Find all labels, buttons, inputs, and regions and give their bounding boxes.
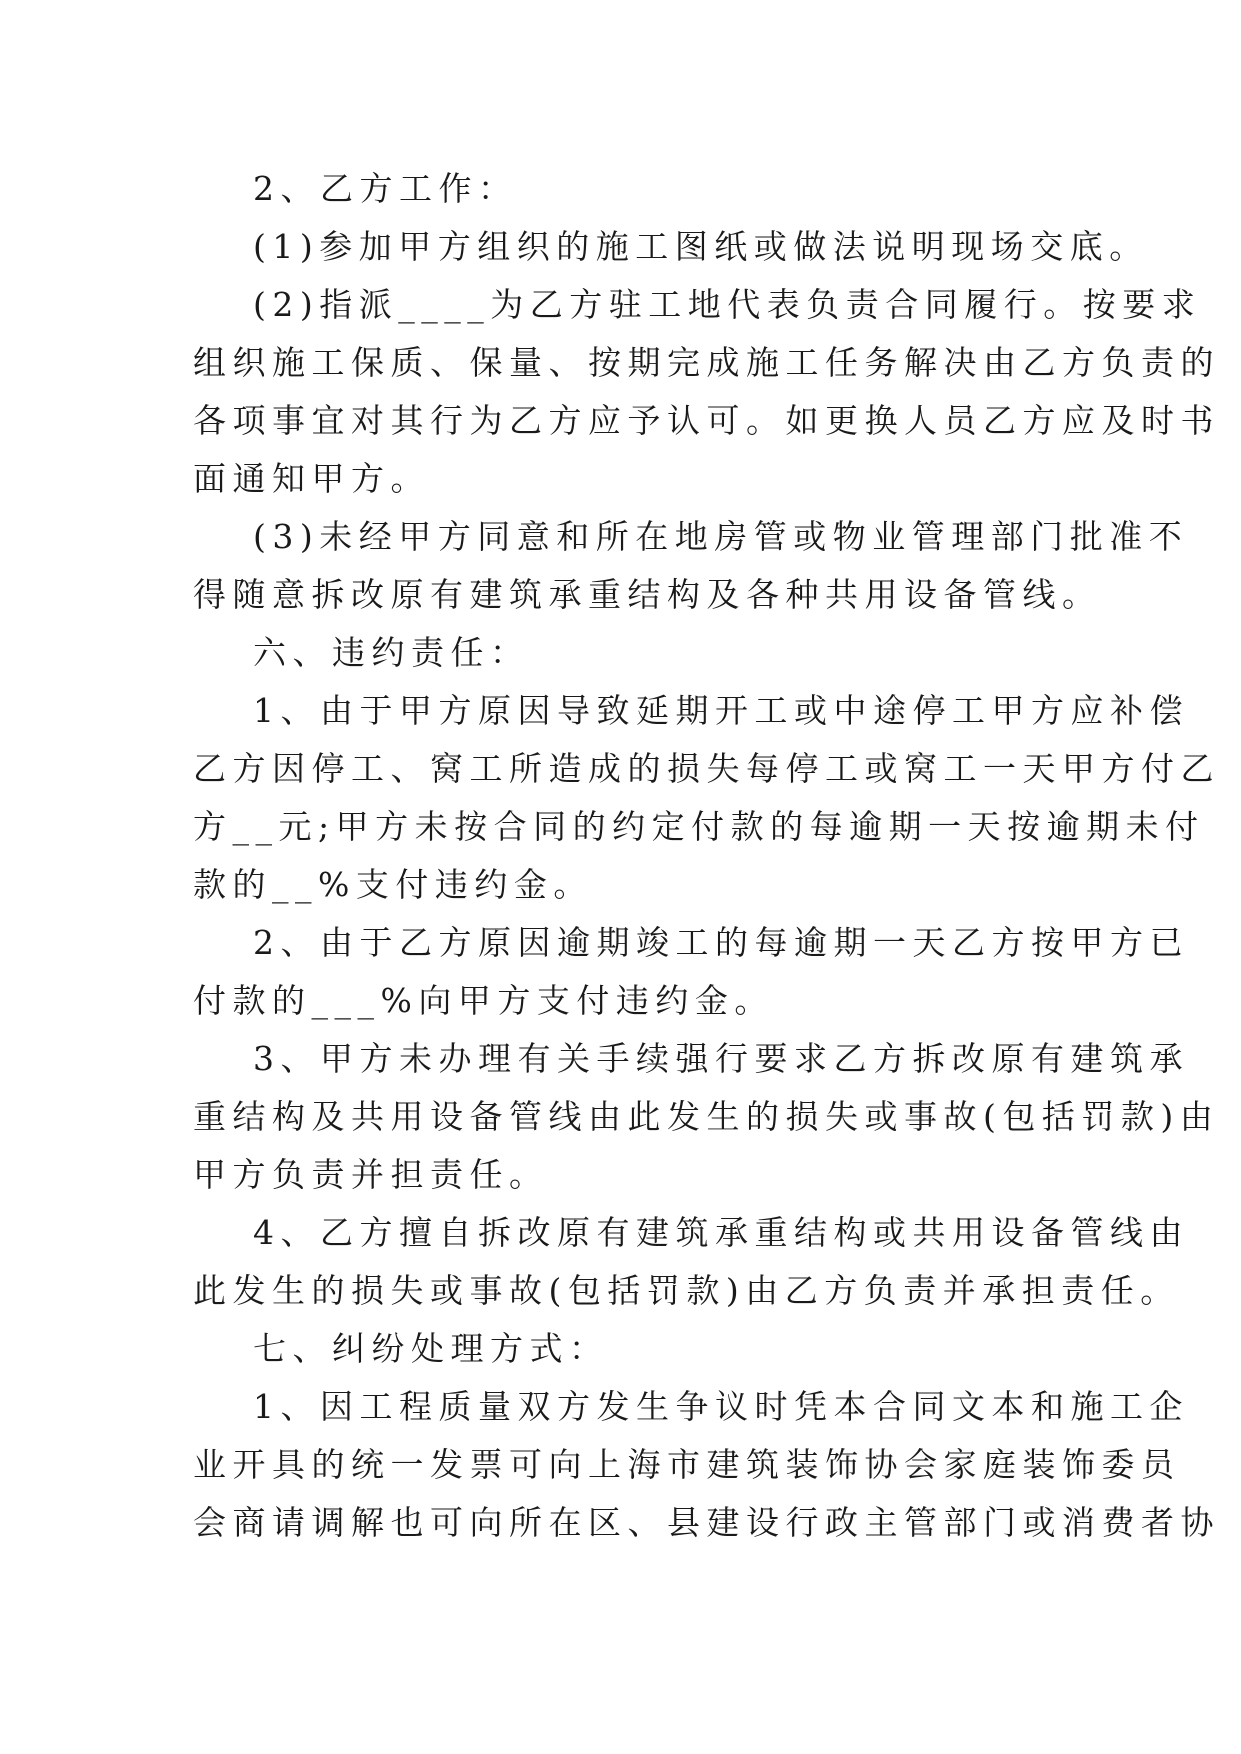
clause-item-3-line-2: 得随意拆改原有建筑承重结构及各种共用设备管线。 xyxy=(193,575,1102,614)
breach-item-3-line-1: 3、甲方未办理有关手续强行要求乙方拆改原有建筑承 xyxy=(253,1039,1189,1078)
breach-item-3-line-3: 甲方负责并担责任。 xyxy=(193,1155,549,1194)
breach-item-2-line-2: 付款的___%向甲方支付违约金。 xyxy=(193,981,774,1020)
clause-item-2-line-4: 面通知甲方。 xyxy=(193,459,430,498)
breach-item-1-line-2: 乙方因停工、窝工所造成的损失每停工或窝工一天甲方付乙 xyxy=(193,749,1220,788)
dispute-item-1-line-3: 会商请调解也可向所在区、县建设行政主管部门或消费者协 xyxy=(193,1503,1220,1542)
breach-item-1-line-4: 款的__%支付违约金。 xyxy=(193,865,593,904)
breach-item-4-line-1: 4、乙方擅自拆改原有建筑承重结构或共用设备管线由 xyxy=(253,1213,1189,1252)
document-body xyxy=(193,160,1220,1552)
clause-heading-party-b-work: 2、乙方工作： xyxy=(253,169,518,208)
clause-item-2-line-3: 各项事宜对其行为乙方应予认可。如更换人员乙方应及时书 xyxy=(193,401,1220,440)
clause-item-2-line-1: (2)指派____为乙方驻工地代表负责合同履行。按要求 xyxy=(253,285,1202,324)
breach-item-2-line-1: 2、由于乙方原因逾期竣工的每逾期一天乙方按甲方已 xyxy=(253,923,1189,962)
dispute-item-1-line-2: 业开具的统一发票可向上海市建筑装饰协会家庭装饰委员 xyxy=(193,1445,1181,1484)
clause-item-2-line-2: 组织施工保质、保量、按期完成施工任务解决由乙方负责的 xyxy=(193,343,1220,382)
clause-item-1: (1)参加甲方组织的施工图纸或做法说明现场交底。 xyxy=(253,227,1149,266)
breach-item-3-line-2: 重结构及共用设备管线由此发生的损失或事故(包括罚款)由 xyxy=(193,1097,1220,1136)
breach-item-1-line-3: 方__元;甲方未按合同的约定付款的每逾期一天按逾期未付 xyxy=(193,807,1205,846)
breach-item-1-line-1: 1、由于甲方原因导致延期开工或中途停工甲方应补偿 xyxy=(253,691,1189,730)
breach-item-4-line-2: 此发生的损失或事故(包括罚款)由乙方负责并承担责任。 xyxy=(193,1271,1180,1310)
section-heading-breach-liability: 六、违约责任： xyxy=(253,633,530,672)
clause-item-3-line-1: (3)未经甲方同意和所在地房管或物业管理部门批准不 xyxy=(253,517,1189,556)
section-heading-dispute-resolution: 七、纠纷处理方式： xyxy=(253,1329,609,1368)
dispute-item-1-line-1: 1、因工程质量双方发生争议时凭本合同文本和施工企 xyxy=(253,1387,1189,1426)
